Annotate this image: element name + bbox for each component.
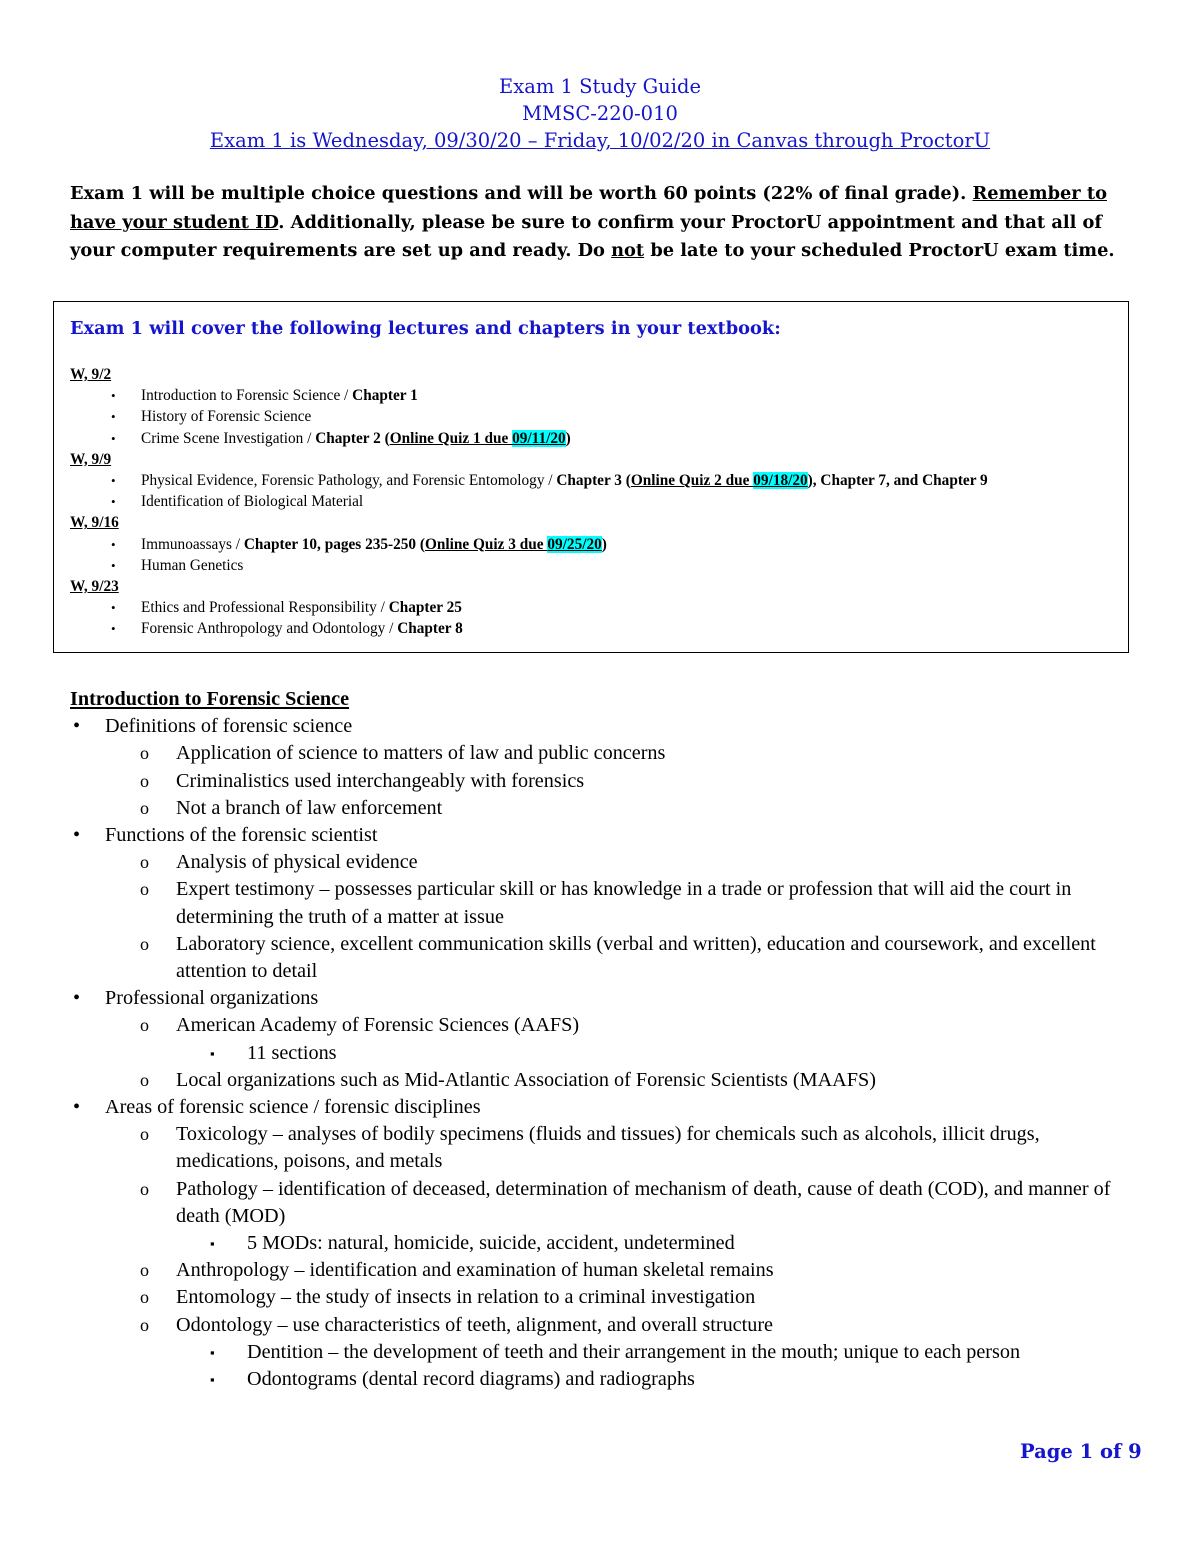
circle-bullet-icon: o	[140, 1260, 149, 1281]
outline-text: Entomology – the study of insects in relation to a criminal investigation	[176, 1286, 756, 1309]
chapter-ref-end: )	[601, 535, 607, 553]
bullet-icon: •	[111, 621, 116, 637]
circle-bullet-icon: o	[140, 1314, 149, 1335]
intro-paragraph	[70, 180, 1140, 266]
outline-subitem	[70, 1067, 1145, 1094]
doc-title: Exam 1 Study Guide	[499, 75, 701, 98]
outline-text: Definitions of forensic science	[105, 715, 353, 738]
bullet-icon: •	[111, 472, 116, 488]
schedule-item	[70, 406, 1120, 427]
study-outline	[70, 686, 1145, 1393]
circle-bullet-icon: o	[140, 852, 149, 873]
outline-text: Local organizations such as Mid-Atlantic Association of Forensic Scientists (MAAFS)	[176, 1068, 876, 1091]
outline-text: Dentition – the development of teeth and their arrangement in the mouth; unique to each person	[247, 1340, 1021, 1363]
schedule-day: W, 9/9	[70, 450, 112, 468]
bullet-icon: •	[111, 409, 116, 425]
schedule-list	[70, 364, 1120, 639]
outline-subitem	[70, 931, 1145, 985]
outline-item	[70, 985, 1145, 1012]
outline-text: Functions of the forensic scientist	[105, 824, 378, 847]
outline-text: American Academy of Forensic Sciences (AAFS)	[176, 1014, 580, 1037]
outline-subitem	[70, 1257, 1145, 1284]
item-text: Human Genetics	[141, 556, 244, 574]
item-text: Ethics and Professional Responsibility /	[141, 599, 389, 617]
outline-subitem	[70, 1176, 1145, 1230]
quiz-due-date: 09/11/20	[512, 429, 566, 447]
quiz-label: Online Quiz 1 due	[389, 429, 513, 447]
circle-bullet-icon: o	[140, 1124, 149, 1145]
outline-subitem	[70, 1284, 1145, 1311]
intro-text-1: Exam 1 will be multiple choice questions and will be worth 60 points (22% of final grade).	[70, 183, 973, 204]
outline-subitem	[70, 768, 1145, 795]
chapter-ref: Chapter 10, pages 235-250 (	[243, 535, 425, 553]
chapter-ref: Chapter 25	[388, 599, 462, 617]
outline-subsubitem	[70, 1339, 1145, 1366]
outline-item	[70, 713, 1145, 740]
bullet-icon: •	[111, 430, 116, 446]
square-bullet-icon: ▪	[210, 1236, 215, 1252]
schedule-item	[70, 534, 1120, 555]
course-code: MMSC-220-010	[522, 102, 678, 125]
chapter-ref-end: ), Chapter 7, and Chapter 9	[807, 471, 988, 489]
outline-text: Professional organizations	[105, 987, 319, 1010]
schedule-item	[70, 491, 1120, 512]
item-text: History of Forensic Science	[141, 408, 312, 426]
bullet-icon: •	[111, 600, 116, 616]
exam-dates: Exam 1 is Wednesday, 09/30/20 – Friday, 10/02/20 in Canvas through ProctorU	[209, 129, 991, 152]
intro-text-3: be late to your scheduled ProctorU exam time.	[644, 240, 1115, 261]
item-text: Forensic Anthropology and Odontology /	[141, 620, 398, 638]
outline-text: Analysis of physical evidence	[176, 851, 418, 874]
outline-subitem	[70, 876, 1145, 930]
circle-bullet-icon: o	[140, 1287, 149, 1308]
chapter-ref: Chapter 2 (	[315, 429, 390, 447]
outline-subsubitem	[70, 1230, 1145, 1257]
outline-subitem	[70, 1121, 1145, 1175]
schedule-item	[70, 470, 1120, 491]
outline-subitem	[70, 795, 1145, 822]
bullet-icon: •	[73, 715, 81, 738]
outline-subitem	[70, 849, 1145, 876]
circle-bullet-icon: o	[140, 879, 149, 900]
bullet-icon: •	[73, 824, 81, 847]
item-text: Physical Evidence, Forensic Pathology, and Forensic Entomology /	[141, 471, 557, 489]
chapter-ref: Chapter 3 (	[556, 471, 631, 489]
outline-subitem	[70, 1312, 1145, 1339]
outline-text: Pathology – identification of deceased, determination of mechanism of death, cause of death (COD), and manner of death (MOD)	[176, 1177, 1111, 1227]
outline-item	[70, 822, 1145, 849]
intro-student-id: Remember to have your student ID	[70, 183, 1107, 233]
schedule-item	[70, 428, 1120, 449]
outline-text: Laboratory science, excellent communication skills (verbal and written), education and coursework, and excellent attention to detail	[176, 932, 1096, 983]
quiz-label: Online Quiz 3 due	[424, 535, 548, 553]
outline-text: Criminalistics used interchangeably with forensics	[176, 769, 585, 792]
bullet-icon: •	[111, 536, 116, 552]
outline-text: Odontology – use characteristics of teeth, alignment, and overall structure	[176, 1313, 774, 1336]
circle-bullet-icon: o	[140, 933, 149, 954]
schedule-day: W, 9/2	[70, 366, 112, 383]
bullet-icon: •	[73, 1096, 81, 1119]
circle-bullet-icon: o	[140, 743, 149, 764]
chapter-ref: Chapter 1	[352, 387, 418, 405]
bullet-icon: •	[111, 494, 116, 510]
circle-bullet-icon: o	[140, 1178, 149, 1199]
schedule-item	[70, 385, 1120, 406]
outline-subitem	[70, 1012, 1145, 1039]
bullet-icon: •	[111, 557, 116, 573]
outline-subitem	[70, 740, 1145, 767]
outline-text: Anthropology – identification and examination of human skeletal remains	[176, 1259, 774, 1282]
intro-text-2: . Additionally, please be sure to confirm your ProctorU appointment and that all of your computer requirements are set up and ready. Do	[70, 211, 1103, 261]
coverage-heading: Exam 1 will cover the following lectures and chapters in your textbook:	[70, 318, 781, 339]
quiz-label: Online Quiz 2 due	[630, 471, 754, 489]
schedule-item	[70, 618, 1120, 639]
intro-not: not	[611, 240, 645, 261]
section-title: Introduction to Forensic Science	[70, 688, 350, 710]
item-text: Identification of Biological Material	[141, 493, 364, 511]
outline-text: Areas of forensic science / forensic disciplines	[105, 1096, 481, 1119]
outline-text: Toxicology – analyses of bodily specimens (fluids and tissues) for chemicals such as alcohols, illicit drugs, medications, poisons, and metals	[176, 1123, 1040, 1173]
quiz-due-date: 09/18/20	[753, 471, 808, 489]
outline-subsubitem	[70, 1040, 1145, 1067]
outline-text: 5 MODs: natural, homicide, suicide, accident, undetermined	[247, 1232, 735, 1255]
square-bullet-icon: ▪	[210, 1045, 215, 1061]
chapter-ref-end: )	[565, 429, 571, 447]
item-text: Crime Scene Investigation /	[141, 429, 316, 447]
schedule-day: W, 9/23	[70, 577, 119, 595]
schedule-item	[70, 597, 1120, 618]
item-text: Introduction to Forensic Science /	[141, 387, 353, 405]
square-bullet-icon: ▪	[210, 1372, 215, 1388]
circle-bullet-icon: o	[140, 1015, 149, 1036]
outline-subsubitem	[70, 1366, 1145, 1393]
circle-bullet-icon: o	[140, 770, 149, 791]
bullet-icon: •	[73, 987, 81, 1010]
chapter-ref: Chapter 8	[397, 620, 463, 638]
square-bullet-icon: ▪	[210, 1344, 215, 1360]
outline-text: Application of science to matters of law and public concerns	[176, 742, 666, 765]
outline-text: Expert testimony – possesses particular skill or has knowledge in a trade or profession that will aid the court in determining the truth of a matter at issue	[176, 878, 1072, 928]
quiz-due-date: 09/25/20	[547, 535, 602, 553]
page-number: Page 1 of 9	[1020, 1440, 1142, 1463]
schedule-item	[70, 555, 1120, 576]
outline-text: Odontograms (dental record diagrams) and radiographs	[247, 1368, 695, 1391]
circle-bullet-icon: o	[140, 1069, 149, 1090]
item-text: Immunoassays /	[141, 535, 244, 553]
bullet-icon: •	[111, 388, 116, 404]
outline-text: 11 sections	[247, 1041, 337, 1064]
coverage-box	[53, 301, 1129, 653]
schedule-day: W, 9/16	[70, 514, 119, 532]
outline-text: Not a branch of law enforcement	[176, 796, 443, 819]
outline-item	[70, 1094, 1145, 1121]
circle-bullet-icon: o	[140, 797, 149, 818]
